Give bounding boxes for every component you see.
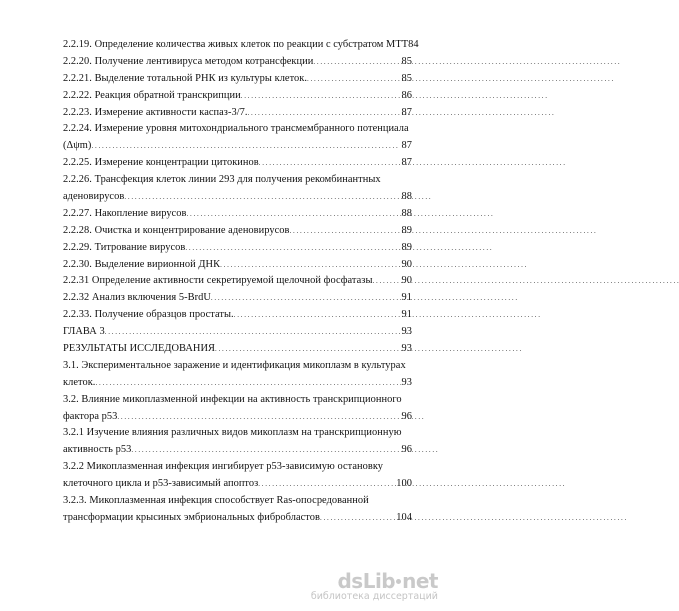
toc-entry [63,71,412,88]
toc-line [63,290,412,307]
toc-line [63,375,412,392]
toc-entry [63,257,412,274]
table-of-contents [63,37,419,527]
watermark-logo: dsLib net [337,569,438,593]
toc-page-number: 89 [401,224,412,236]
toc-line [63,273,412,290]
toc-entry-title: РЕЗУЛЬТАТЫ ИССЛЕДОВАНИЯ [63,343,215,355]
toc-page-number: 89 [401,241,412,253]
toc-entry [63,240,412,257]
toc-line [63,172,412,189]
toc-line [63,155,412,172]
toc-entry-title: 2.2.31 Определение активности секретируемой щелочной фосфатазы [63,275,373,287]
dot-leader [131,442,400,459]
toc-line [63,476,412,493]
toc-entry [63,206,412,223]
toc-line [63,307,412,324]
dot-leader [373,273,401,290]
toc-line [63,121,412,138]
toc-entry-title: трансформации крысиных эмбриональных фибробластов [63,511,320,523]
toc-entry-title: (Δψm) [63,140,92,152]
dot-leader [248,105,401,122]
toc-entry-title: 2.2.28. Очистка и концентрирование аденовирусов [63,224,290,236]
toc-entry [63,121,412,155]
toc-entry-title: фактора р53 [63,410,118,422]
toc-page-number: 93 [401,326,412,338]
toc-entry [63,358,412,392]
toc-line [63,341,412,358]
toc-entry-title: 2.2.22. Реакция обратной транскрипции [63,89,241,101]
toc-entry [63,88,412,105]
toc-line [63,37,419,54]
toc-page-number: 104 [396,511,412,523]
toc-entry-title: клеточного цикла и р53-зависимый апоптоз [63,478,259,490]
toc-entry-title: 3.2. Влияние микоплазменной инфекции на активность транскрипционного [63,393,402,405]
toc-entry-title: 2.2.24. Измерение уровня митохондриального трансмембранного потенциала [63,123,409,135]
toc-line [63,392,412,409]
toc-page-number: 87 [401,140,412,152]
toc-line [63,493,412,510]
watermark-tagline: библиотека диссертаций [310,591,438,602]
toc-entry-title: 3.2.1 Изучение влияния различных видов микоплазм на транскрипционную [63,427,402,439]
toc-entry [63,307,412,324]
toc-line [63,223,412,240]
watermark [270,569,440,605]
dot-leader [220,257,400,274]
toc-entry-title: ГЛАВА 3 [63,326,105,338]
toc-entry-title: 3.2.2 Микоплазменная инфекция ингибирует р53-зависимую остановку [63,461,384,473]
dot-leader [91,138,400,155]
toc-line [63,442,412,459]
toc-page-number: 91 [401,309,412,321]
toc-page-number: 87 [401,157,412,169]
dot-leader [259,155,401,172]
toc-line [63,138,412,155]
toc-entry-title: 2.2.30. Выделение вирионной ДНК [63,258,221,270]
toc-page-number: 90 [401,275,412,287]
toc-page-number: 88 [401,207,412,219]
toc-page-number: 88 [401,191,412,203]
toc-line [63,409,412,426]
toc-line [63,54,412,71]
dot-leader [105,324,401,341]
toc-line [63,206,412,223]
toc-entry-title: 2.2.26. Трансфекция клеток линии 293 для получения рекомбинантных [63,174,381,186]
toc-line [63,459,412,476]
toc-entry-title: клеток. [63,376,96,388]
toc-entry-title: 2.2.20. Получение лентивируса методом котрансфекции [63,55,314,67]
toc-page-number: 96 [401,410,412,422]
toc-entry [63,290,412,307]
toc-page-number: 85 [401,55,412,67]
toc-entry [63,155,412,172]
toc-line [63,324,412,341]
toc-entry-title: 3.1. Экспериментальное заражение и идентификация микоплазм в культурах [63,359,406,371]
toc-entry [63,341,412,358]
toc-page-number: 100 [396,478,412,490]
toc-line [63,257,412,274]
toc-entry-title: 2.2.23. Измерение активности каспаз-3/7. [63,106,248,118]
dot-leader [241,88,401,105]
dot-leader [234,307,401,324]
toc-page-number: 96 [401,444,412,456]
toc-line [63,358,412,375]
toc-entry [63,493,412,527]
toc-entry [63,172,412,206]
toc-entry [63,273,412,290]
toc-page-number: 87 [401,106,412,118]
dot-leader [186,206,400,223]
dot-leader [185,240,400,257]
toc-page-number: 85 [401,72,412,84]
toc-entry [63,37,419,54]
toc-page-number: 90 [401,258,412,270]
toc-entry-title: аденовирусов [63,191,125,203]
dot-leader [320,510,395,527]
toc-entry [63,54,412,71]
toc-entry [63,105,412,122]
toc-entry [63,223,412,240]
toc-entry-title: 2.2.29. Титрование вирусов [63,241,186,253]
toc-entry-title: 2.2.33. Получение образцов простаты. [63,309,234,321]
toc-page-number: 93 [401,376,412,388]
dot-leader [211,290,401,307]
toc-entry-title: активность р53 [63,444,132,456]
toc-entry-title: 2.2.19. Определение количества живых клеток по реакции с субстратом МТТ84 [63,39,419,50]
toc-entry-title: 2.2.32 Анализ включения 5-BrdU [63,292,211,304]
toc-entry [63,324,412,341]
dot-leader [307,71,400,88]
toc-entry-title: 2.2.25. Измерение концентрации цитокинов [63,157,259,169]
logo-dot-icon [396,579,401,584]
dot-leader [215,341,401,358]
toc-page-number: 86 [401,89,412,101]
toc-entry [63,459,412,493]
toc-entry-title: 2.2.21. Выделение тотальной РНК из культуры клеток. [63,72,308,84]
toc-page-number: 93 [401,343,412,355]
dot-leader [258,476,395,493]
toc-entry [63,392,412,426]
dot-leader [117,409,400,426]
toc-line [63,240,412,257]
toc-line [63,88,412,105]
toc-entry-title: 3.2.3. Микоплазменная инфекция способствует Ras-опосредованной [63,495,369,507]
toc-line [63,510,412,527]
toc-line [63,105,412,122]
toc-entry-title: 2.2.27. Накопление вирусов [63,207,187,219]
toc-entry [63,425,412,459]
dot-leader [289,223,400,240]
toc-line [63,425,412,442]
dot-leader [124,189,400,206]
dot-leader [313,54,400,71]
toc-line [63,71,412,88]
toc-page-number: 91 [401,292,412,304]
toc-line [63,189,412,206]
dot-leader [95,375,400,392]
